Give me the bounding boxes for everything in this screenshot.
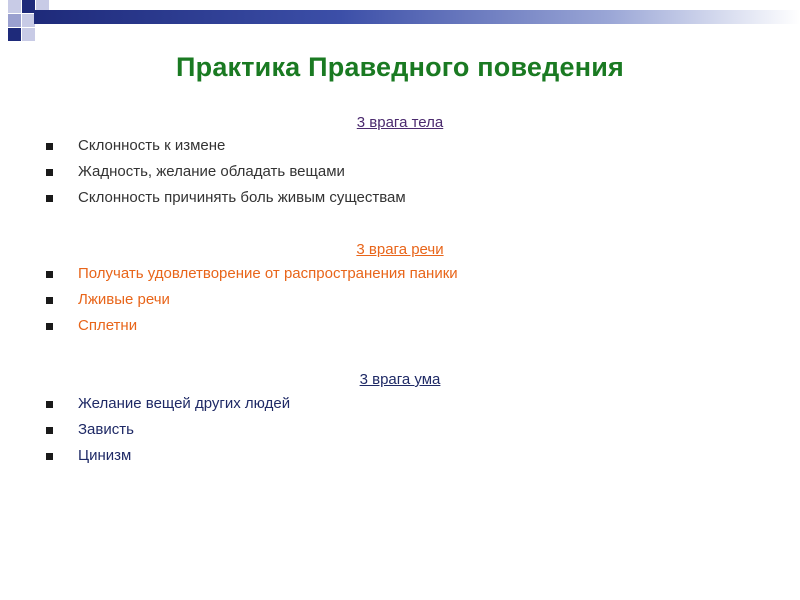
square-bullet-icon [46, 271, 53, 278]
list-item-text: Желание вещей других людей [78, 395, 291, 412]
square-bullet-icon [46, 297, 53, 304]
decor-square [8, 28, 21, 41]
list-item-text: Лживые речи [78, 291, 170, 308]
list-item-text: Сплетни [78, 317, 138, 334]
square-bullet-icon [46, 427, 53, 434]
list-item-text: Склонность причинять боль живым существам [78, 189, 406, 206]
section-heading-mind: 3 врага ума [359, 371, 441, 388]
list-item-text: Жадность, желание обладать вещами [78, 163, 345, 180]
list-speech-enemies [46, 261, 458, 339]
list-body-enemies [46, 133, 406, 211]
section-heading-body: 3 врага тела [356, 114, 444, 131]
square-bullet-icon [46, 323, 53, 330]
list-item-text: Цинизм [78, 447, 132, 464]
square-bullet-icon [46, 195, 53, 202]
list-item [46, 133, 406, 159]
square-bullet-icon [46, 453, 53, 460]
decor-square [22, 28, 35, 41]
list-item [46, 313, 458, 339]
list-item [46, 185, 406, 211]
list-item-text: Зависть [78, 421, 134, 438]
list-item [46, 417, 290, 443]
decor-square [8, 14, 21, 27]
list-item-text: Склонность к измене [78, 137, 226, 154]
section-heading-speech: 3 врага речи [356, 241, 444, 258]
list-item [46, 159, 406, 185]
list-item-text: Получать удовлетворение от распространения паники [78, 265, 458, 282]
header-gradient-bar [34, 10, 800, 24]
square-bullet-icon [46, 401, 53, 408]
list-item [46, 443, 290, 469]
slide-title: Практика Праведного поведения [176, 52, 624, 82]
square-bullet-icon [46, 143, 53, 150]
list-item [46, 391, 290, 417]
list-item [46, 261, 458, 287]
square-bullet-icon [46, 169, 53, 176]
decor-square [8, 0, 21, 13]
list-mind-enemies [46, 391, 290, 469]
list-item [46, 287, 458, 313]
